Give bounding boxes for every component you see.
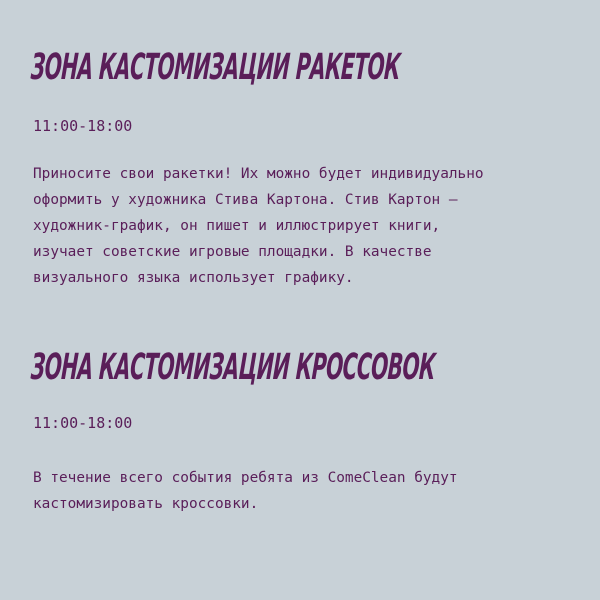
section-title: ЗОНА КАСТОМИЗАЦИИ РАКЕТОК [29, 47, 402, 88]
sneaker-customization-section [29, 340, 576, 512]
section-time: 11:00-18:00 [33, 117, 133, 135]
racket-customization-section [29, 40, 576, 286]
section-description: В течение всего события ребята из ComeClean будут кастомизировать кроссовки. [33, 470, 458, 512]
section-title: ЗОНА КАСТОМИЗАЦИИ КРОССОВОК [29, 347, 437, 388]
section-time: 11:00-18:00 [33, 414, 133, 432]
section-description: Приносите свои ракетки! Их можно будет индивидуально оформить у художника Стива Картона. Стив Картон – художник-график, он пишет и иллюстрирует книги, изучает советские игровые площадки. В качестве визуального языка использует графику. [33, 166, 484, 286]
